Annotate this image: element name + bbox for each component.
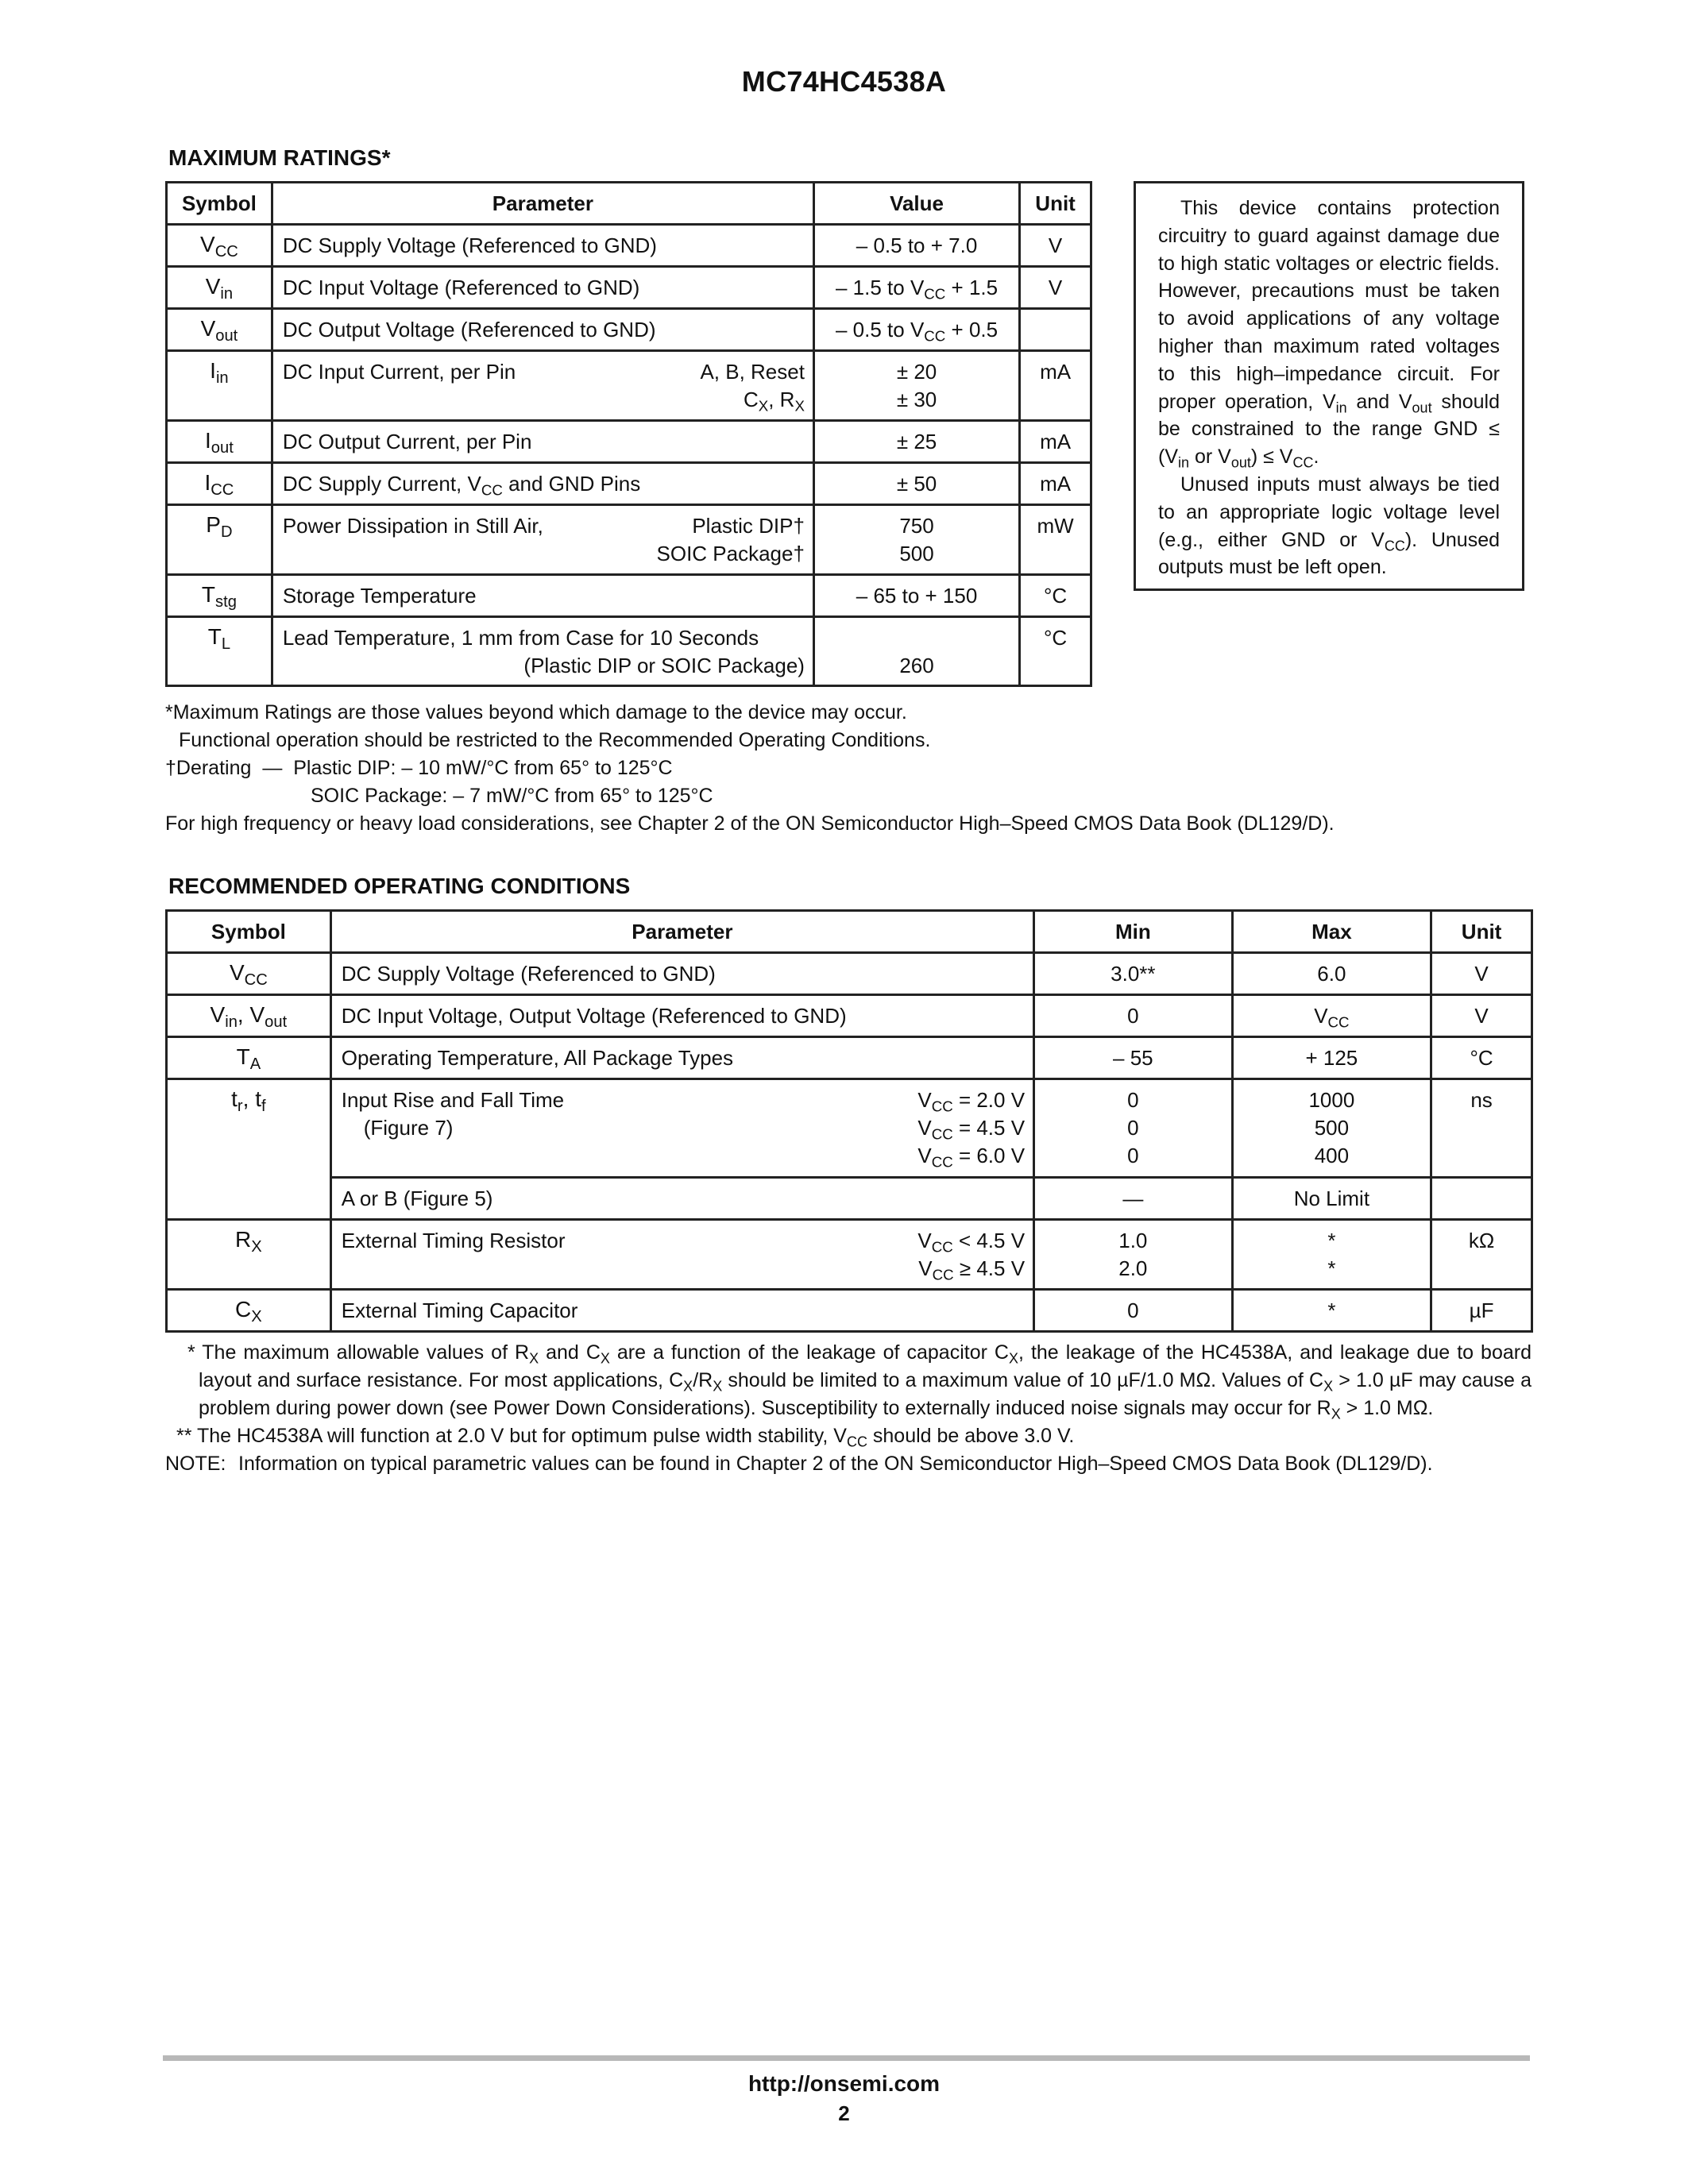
parameter-cell: Storage Temperature <box>272 575 813 617</box>
header-unit: Unit <box>1431 911 1532 953</box>
unit-cell: mW <box>1020 505 1091 575</box>
unit-cell <box>1020 309 1091 351</box>
unit-cell: V <box>1020 225 1091 267</box>
table-header-row <box>167 911 1532 953</box>
value-cell: ± 25 <box>813 421 1019 463</box>
header-min: Min <box>1034 911 1233 953</box>
unit-cell: °C <box>1020 575 1091 617</box>
value-cell: – 1.5 to $V_{CC} + 1.5$ <box>813 267 1019 309</box>
parameter-cell: Lead Temperature, 1 mm from Case for 10 Seconds (Plastic DIP or SOIC Package) <box>272 617 813 686</box>
symbol-cell: $V_{out}$ <box>167 309 272 351</box>
table-row <box>167 1178 1532 1220</box>
footnote-derating: †Derating — Plastic DIP: – 10 mW/°C from 65° to 125°C <box>165 757 673 779</box>
unit-cell: °C <box>1020 617 1091 686</box>
min-cell: – 55 <box>1034 1037 1233 1079</box>
footnote-star: * The maximum allowable values of $R_X$ and $C_X$ are a function of the leakage of capacitor $C_X$, the leakage of the HC4538A, and leakage due to board layout and surface resistance. For most applications, $C_X/R_X$ should be limited to a maximum value of 10 µF/1.0 MΩ. Values of $C_X > 1.0$ µF may cause a problem during power down (see Power Down Considerations). Susceptibility to externally induced noise signals may occur for $R_X > 1.0$ MΩ. <box>187 1341 1532 1422</box>
header-symbol: Symbol <box>167 911 331 953</box>
value-cell: 260 <box>813 617 1019 686</box>
max-cell: No Limit <box>1232 1178 1431 1220</box>
protection-note-box <box>1134 181 1524 591</box>
max-ratings-table <box>165 181 1092 687</box>
footnote: Functional operation should be restricted to the Recommended Operating Conditions. <box>179 729 931 751</box>
unit-cell: kΩ <box>1431 1220 1532 1290</box>
value-cell: ± 20 ± 30 <box>813 351 1019 421</box>
symbol-cell: $T_{stg}$ <box>167 575 272 617</box>
footnote-double-star: ** The HC4538A will function at 2.0 V but for optimum pulse width stability, $V_{CC}$ should be above 3.0 V. <box>176 1425 1075 1450</box>
symbol-cell: $C_X$ <box>167 1290 331 1332</box>
symbol-cell: $T_A$ <box>167 1037 331 1079</box>
recommended-table <box>165 909 1533 1333</box>
table-row <box>167 575 1091 617</box>
table-row <box>167 421 1091 463</box>
page-title: MC74HC4538A <box>741 65 947 98</box>
symbol-cell: $R_X$ <box>167 1220 331 1290</box>
note-text: Information on typical parametric values can be found in Chapter 2 of the ON Semiconductor High–Speed CMOS Data Book (DL129/D). <box>238 1453 1433 1475</box>
table-row <box>167 463 1091 505</box>
table-row <box>167 1220 1532 1290</box>
unit-cell: mA <box>1020 463 1091 505</box>
note-paragraph <box>165 1450 1532 1478</box>
header-value: Value <box>813 183 1019 225</box>
parameter-cell: Input Rise and Fall Time $V_{CC} = 2.0$ V (Figure 7) $V_{CC} = 4.5$ V $V_{CC} = 6.0$ V <box>330 1079 1033 1178</box>
table-row <box>167 309 1091 351</box>
max-cell: * * <box>1232 1220 1431 1290</box>
parameter-cell: A or B (Figure 5) <box>330 1178 1033 1220</box>
parameter-cell: Power Dissipation in Still Air, Plastic DIP† SOIC Package† <box>272 505 813 575</box>
symbol-cell: $I_{CC}$ <box>167 463 272 505</box>
value-cell: 750 500 <box>813 505 1019 575</box>
max-cell: 6.0 <box>1232 953 1431 995</box>
footnote: *Maximum Ratings are those values beyond which damage to the device may occur. <box>165 701 907 723</box>
max-cell: 1000 500 400 <box>1232 1079 1431 1178</box>
min-cell: 0 <box>1034 1290 1233 1332</box>
table-row <box>167 1290 1532 1332</box>
value-cell: – 0.5 to + 7.0 <box>813 225 1019 267</box>
page-number: 2 <box>838 2101 850 2125</box>
header-parameter: Parameter <box>330 911 1033 953</box>
value-cell: ± 50 <box>813 463 1019 505</box>
header-max: Max <box>1232 911 1431 953</box>
max-cell: + 125 <box>1232 1037 1431 1079</box>
footnote: SOIC Package: – 7 mW/°C from 65° to 125°C <box>311 785 713 807</box>
unused-inputs-paragraph: Unused inputs must always be tied to an appropriate logic voltage level (e.g., either GND or $V_{CC}$). Unused outputs must be left open. <box>1158 473 1501 579</box>
header-unit: Unit <box>1020 183 1091 225</box>
symbol-cell: $V_{CC}$ <box>167 953 331 995</box>
unit-cell: mA <box>1020 351 1091 421</box>
table-row <box>167 267 1091 309</box>
symbol-cell: $I_{out}$ <box>167 421 272 463</box>
symbol-cell: $T_L$ <box>167 617 272 686</box>
symbol-cell: $P_D$ <box>167 505 272 575</box>
symbol-cell: $V_{in}$ <box>167 267 272 309</box>
parameter-cell: DC Output Voltage (Referenced to GND) <box>272 309 813 351</box>
max-cell: * <box>1232 1290 1431 1332</box>
symbol-cell: $V_{CC}$ <box>167 225 272 267</box>
symbol-cell: $V_{in}$, $V_{out}$ <box>167 995 331 1037</box>
min-cell: — <box>1034 1178 1233 1220</box>
symbol-cell: $I_{in}$ <box>167 351 272 421</box>
min-cell: 3.0** <box>1034 953 1233 995</box>
unit-cell: µF <box>1431 1290 1532 1332</box>
table-row <box>167 617 1091 686</box>
parameter-cell: External Timing Capacitor <box>330 1290 1033 1332</box>
table-header-row <box>167 183 1091 225</box>
min-cell: 1.0 2.0 <box>1034 1220 1233 1290</box>
parameter-cell: DC Input Current, per Pin A, B, Reset $C_X$, $R_X$ <box>272 351 813 421</box>
parameter-cell: DC Input Voltage (Referenced to GND) <box>272 267 813 309</box>
recommended-heading: RECOMMENDED OPERATING CONDITIONS <box>168 874 631 898</box>
max-cell: $V_{CC}$ <box>1232 995 1431 1037</box>
header-symbol: Symbol <box>167 183 272 225</box>
value-cell: – 65 to + 150 <box>813 575 1019 617</box>
header-parameter: Parameter <box>272 183 813 225</box>
symbol-cell: $t_r$, $t_f$ <box>167 1079 331 1220</box>
footnote: For high frequency or heavy load considerations, see Chapter 2 of the ON Semiconductor High–Speed CMOS Data Book (DL129/D). <box>165 812 1335 835</box>
table-row <box>167 225 1091 267</box>
recommended-notes <box>165 1339 1532 1478</box>
table-row <box>167 1079 1532 1178</box>
table-row <box>167 995 1532 1037</box>
unit-cell: °C <box>1431 1037 1532 1079</box>
unit-cell: ns <box>1431 1079 1532 1178</box>
value-cell: – 0.5 to $V_{CC} + 0.5$ <box>813 309 1019 351</box>
footer-divider <box>163 2055 1530 2061</box>
min-cell: 0 <box>1034 995 1233 1037</box>
parameter-cell: DC Supply Voltage (Referenced to GND) <box>272 225 813 267</box>
table-row <box>167 505 1091 575</box>
table-row <box>167 953 1532 995</box>
max-ratings-heading: MAXIMUM RATINGS* <box>168 145 391 170</box>
unit-cell <box>1431 1178 1532 1220</box>
unit-cell: V <box>1020 267 1091 309</box>
unit-cell: mA <box>1020 421 1091 463</box>
parameter-cell: DC Supply Current, $V_{CC}$ and GND Pins <box>272 463 813 505</box>
protection-paragraph: This device contains protection circuitry to guard against damage due to high static voltages or electric fields. However, precautions must be taken to avoid applications of any voltage higher than maximum rated voltages to this high–impedance circuit. For proper operation, $V_{in}$ and $V_{out}$ should be constrained to the range GND ≤ ($V_{in}$ or $V_{out}) \le V_{CC}$. <box>1158 197 1500 471</box>
unit-cell: V <box>1431 953 1532 995</box>
parameter-cell: DC Supply Voltage (Referenced to GND) <box>330 953 1033 995</box>
max-ratings-notes <box>165 699 1532 838</box>
note-label: NOTE: <box>165 1453 226 1475</box>
parameter-cell: Operating Temperature, All Package Types <box>330 1037 1033 1079</box>
parameter-cell: DC Input Voltage, Output Voltage (Referenced to GND) <box>330 995 1033 1037</box>
min-cell: 0 0 0 <box>1034 1079 1233 1178</box>
footer-link[interactable]: http://onsemi.com <box>747 2071 941 2096</box>
parameter-cell: External Timing Resistor $V_{CC} < 4.5$ V $V_{CC} \ge 4.5$ V <box>330 1220 1033 1290</box>
parameter-cell: DC Output Current, per Pin <box>272 421 813 463</box>
unit-cell: V <box>1431 995 1532 1037</box>
table-row <box>167 351 1091 421</box>
table-row <box>167 1037 1532 1079</box>
